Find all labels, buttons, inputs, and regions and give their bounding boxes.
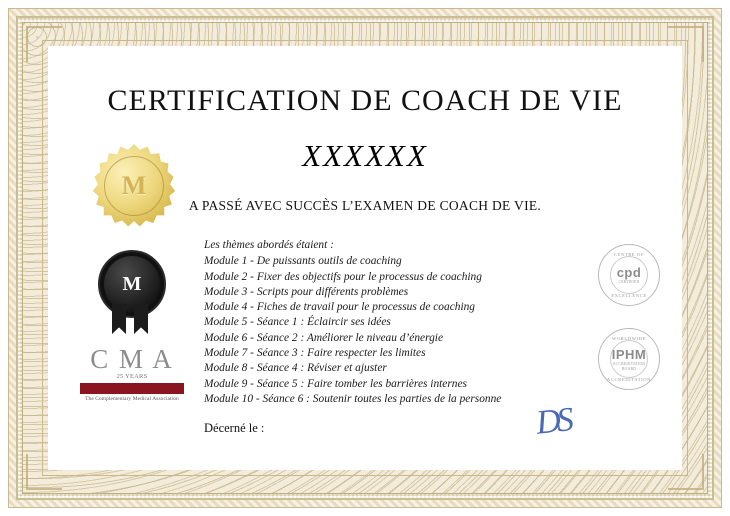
cpd-badge-core: [610, 256, 648, 294]
cma-years: 25 YEARS: [116, 373, 148, 380]
theme-item: Module 8 - Séance 4 : Réviser et ajuster: [204, 362, 387, 375]
cma-wordmark: C M A: [90, 344, 174, 374]
cma-logo: [76, 346, 188, 402]
cma-red-bar: [80, 383, 184, 394]
black-seal-monogram: M: [122, 272, 142, 295]
awarded-date-label: Décerné le :: [204, 421, 265, 435]
black-ribbon-seal: [92, 250, 168, 336]
theme-item: Module 3 - Scripts pour différents problèmes: [204, 285, 409, 298]
theme-item: Module 4 - Fiches de travail pour le processus de coaching: [204, 301, 475, 314]
iphm-ring-top-text: WORLDWIDE: [611, 336, 647, 341]
theme-item: Module 7 - Séance 3 : Faire respecter les limites: [204, 347, 426, 360]
themes-lead: Les thèmes abordés étaient :: [204, 239, 334, 251]
ribbon-tail-right: [134, 304, 148, 334]
theme-item: Module 2 - Fixer des objectifs pour le processus de coaching: [204, 270, 482, 283]
theme-item: Module 10 - Séance 6 : Soutenir toutes les parties de la personne: [204, 392, 502, 405]
gold-seal-monogram: M: [121, 171, 147, 200]
cpd-ring-bottom-text: EXCELLENCE: [611, 293, 647, 298]
recipient-name: XXXXXX: [302, 138, 428, 173]
theme-item: Module 1 - De puissants outils de coaching: [204, 255, 402, 268]
themes-list: [204, 238, 624, 407]
theme-item: Module 9 - Séance 5 : Faire tomber les barrières internes: [204, 377, 467, 390]
iphm-accreditation-badge: [598, 328, 660, 390]
theme-item: Module 6 - Séance 2 : Améliorer le niveau d’énergie: [204, 331, 444, 344]
cpd-badge-sublabel: CERTIFIED: [618, 280, 640, 284]
signature: DS: [534, 401, 572, 442]
cpd-ring-top-text: CENTRE OF: [613, 252, 645, 257]
iphm-badge-sublabel: ACCREDITATION BOARD: [612, 361, 646, 371]
cpd-accreditation-badge: [598, 244, 660, 306]
certificate-content: [48, 46, 682, 470]
cpd-badge-label: cpd: [616, 265, 642, 280]
gold-star-seal: [92, 144, 176, 228]
black-seal-disc: [98, 250, 166, 318]
cma-caption: The Complementary Medical Association: [85, 396, 179, 402]
theme-item: Module 5 - Séance 1 : Éclaircir ses idées: [204, 316, 391, 329]
certificate-title: CERTIFICATION DE COACH DE VIE: [107, 84, 623, 117]
ribbon-tail-left: [112, 304, 126, 334]
iphm-badge-core: [610, 340, 648, 378]
iphm-ring-bottom-text: ACCREDITATION: [606, 377, 652, 382]
certificate-subtitle: A PASSÉ AVEC SUCCÈS L’EXAMEN DE COACH DE VIE.: [188, 198, 542, 213]
iphm-badge-label: IPHM: [611, 346, 647, 362]
